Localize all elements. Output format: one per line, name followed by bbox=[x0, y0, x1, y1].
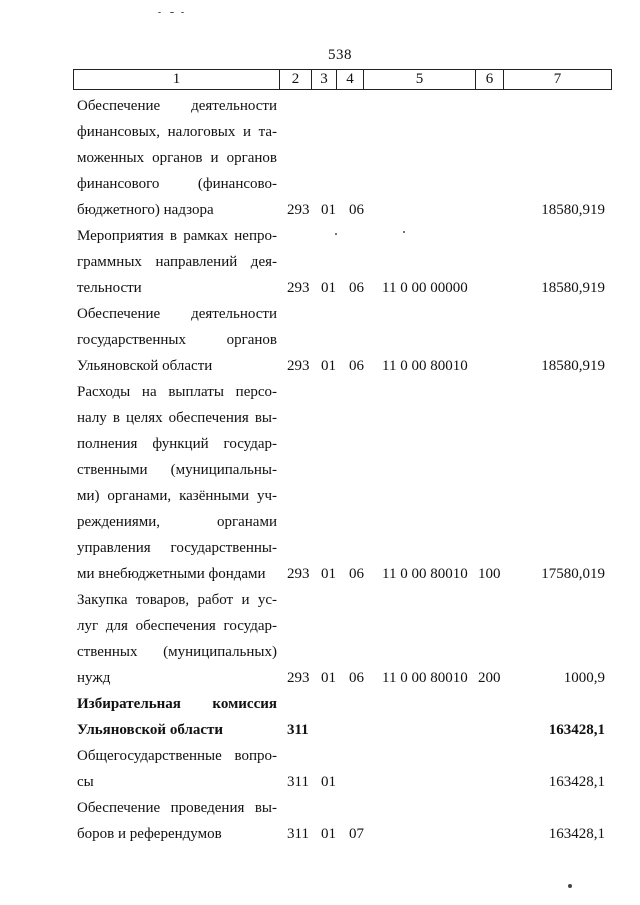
description-line: луг для обеспечения государ- bbox=[77, 618, 277, 634]
subsection-code: 06 bbox=[349, 280, 364, 296]
section-code: 01 bbox=[321, 670, 336, 686]
page-number: 538 bbox=[328, 47, 352, 63]
description-line: ми внебюджетными фондами bbox=[77, 566, 266, 582]
subsection-code: 06 bbox=[349, 358, 364, 374]
row-description bbox=[77, 379, 277, 587]
scan-speck bbox=[181, 12, 184, 13]
description-line: Мероприятия в рамках непро- bbox=[77, 228, 277, 244]
ministry-code: 311 bbox=[287, 774, 309, 790]
ministry-code: 293 bbox=[287, 202, 310, 218]
column-header-4: 4 bbox=[337, 70, 364, 90]
section-code: 01 bbox=[321, 202, 336, 218]
description-line: бюджетного) надзора bbox=[77, 202, 214, 218]
scan-speck bbox=[568, 884, 572, 888]
column-header-7: 7 bbox=[504, 70, 612, 90]
column-header-3: 3 bbox=[312, 70, 337, 90]
scan-speck bbox=[158, 12, 161, 13]
table-row bbox=[0, 691, 640, 743]
expense-type-code: 100 bbox=[478, 566, 501, 582]
column-header-5: 5 bbox=[364, 70, 476, 90]
description-line: Ульяновской области bbox=[77, 722, 224, 738]
description-line: ми) органами, казёнными уч- bbox=[77, 488, 277, 504]
column-header-1: 1 bbox=[74, 70, 280, 90]
row-description bbox=[77, 743, 277, 795]
amount-value: 163428,1 bbox=[548, 722, 605, 738]
row-description bbox=[77, 691, 277, 743]
description-line: государственных органов bbox=[77, 332, 277, 348]
subsection-code: 06 bbox=[349, 566, 364, 582]
description-line: Ульяновской области bbox=[77, 358, 213, 374]
section-code: 01 bbox=[321, 566, 336, 582]
amount-value: 18580,919 bbox=[541, 358, 605, 374]
row-description bbox=[77, 301, 277, 379]
amount-value: 163428,1 bbox=[548, 826, 605, 842]
description-line: Закупка товаров, работ и ус- bbox=[77, 592, 277, 608]
ministry-code: 311 bbox=[287, 722, 309, 738]
ministry-code: 311 bbox=[287, 826, 309, 842]
section-code: 01 bbox=[321, 358, 336, 374]
amount-value: 1000,9 bbox=[563, 670, 605, 686]
ministry-code: 293 bbox=[287, 670, 310, 686]
description-line: Расходы на выплаты персо- bbox=[77, 384, 277, 400]
section-code: 01 bbox=[321, 774, 336, 790]
description-line: Обеспечение деятельности bbox=[77, 306, 277, 322]
amount-value: 163428,1 bbox=[548, 774, 605, 790]
table-row bbox=[0, 743, 640, 795]
scan-speck bbox=[335, 233, 337, 235]
expense-type-code: 200 bbox=[478, 670, 501, 686]
description-line: тельности bbox=[77, 280, 142, 296]
scan-speck bbox=[403, 231, 405, 233]
table-row bbox=[0, 301, 640, 379]
table-row bbox=[0, 223, 640, 301]
section-code: 01 bbox=[321, 280, 336, 296]
column-header-6: 6 bbox=[476, 70, 504, 90]
description-line: боров и референдумов bbox=[77, 826, 222, 842]
description-line: Обеспечение деятельности bbox=[77, 98, 277, 114]
ministry-code: 293 bbox=[287, 566, 310, 582]
row-description bbox=[77, 93, 277, 223]
table-row bbox=[0, 93, 640, 223]
description-line: Общегосударственные вопро- bbox=[77, 748, 277, 764]
amount-value: 18580,919 bbox=[541, 202, 605, 218]
description-line: Обеспечение проведения вы- bbox=[77, 800, 277, 816]
description-line: ственными (муниципальны- bbox=[77, 462, 277, 478]
target-item-code: 11 0 00 80010 bbox=[382, 670, 468, 686]
row-description bbox=[77, 587, 277, 691]
amount-value: 17580,019 bbox=[541, 566, 605, 582]
description-line: ственных (муниципальных) bbox=[77, 644, 277, 660]
target-item-code: 11 0 00 80010 bbox=[382, 358, 468, 374]
column-header-table bbox=[73, 69, 612, 90]
ministry-code: 293 bbox=[287, 280, 310, 296]
row-description bbox=[77, 795, 277, 847]
description-line: граммных направлений дея- bbox=[77, 254, 277, 270]
description-line: управления государственны- bbox=[77, 540, 277, 556]
ministry-code: 293 bbox=[287, 358, 310, 374]
description-line: полнения функций государ- bbox=[77, 436, 277, 452]
subsection-code: 07 bbox=[349, 826, 364, 842]
table-row bbox=[0, 379, 640, 587]
table-row bbox=[0, 795, 640, 847]
subsection-code: 06 bbox=[349, 202, 364, 218]
description-line: моженных органов и органов bbox=[77, 150, 277, 166]
description-line: сы bbox=[77, 774, 94, 790]
description-line: реждениями, органами bbox=[77, 514, 277, 530]
column-header-2: 2 bbox=[280, 70, 312, 90]
description-line: финансового (финансово- bbox=[77, 176, 277, 192]
row-description bbox=[77, 223, 277, 301]
target-item-code: 11 0 00 80010 bbox=[382, 566, 468, 582]
section-code: 01 bbox=[321, 826, 336, 842]
column-header-row bbox=[74, 70, 612, 90]
description-line: нужд bbox=[77, 670, 111, 686]
amount-value: 18580,919 bbox=[541, 280, 605, 296]
target-item-code: 11 0 00 00000 bbox=[382, 280, 468, 296]
table-row bbox=[0, 587, 640, 691]
subsection-code: 06 bbox=[349, 670, 364, 686]
scan-speck bbox=[170, 12, 174, 13]
description-line: финансовых, налоговых и та- bbox=[77, 124, 277, 140]
description-line: Избирательная комиссия bbox=[77, 696, 277, 712]
description-line: налу в целях обеспечения вы- bbox=[77, 410, 277, 426]
